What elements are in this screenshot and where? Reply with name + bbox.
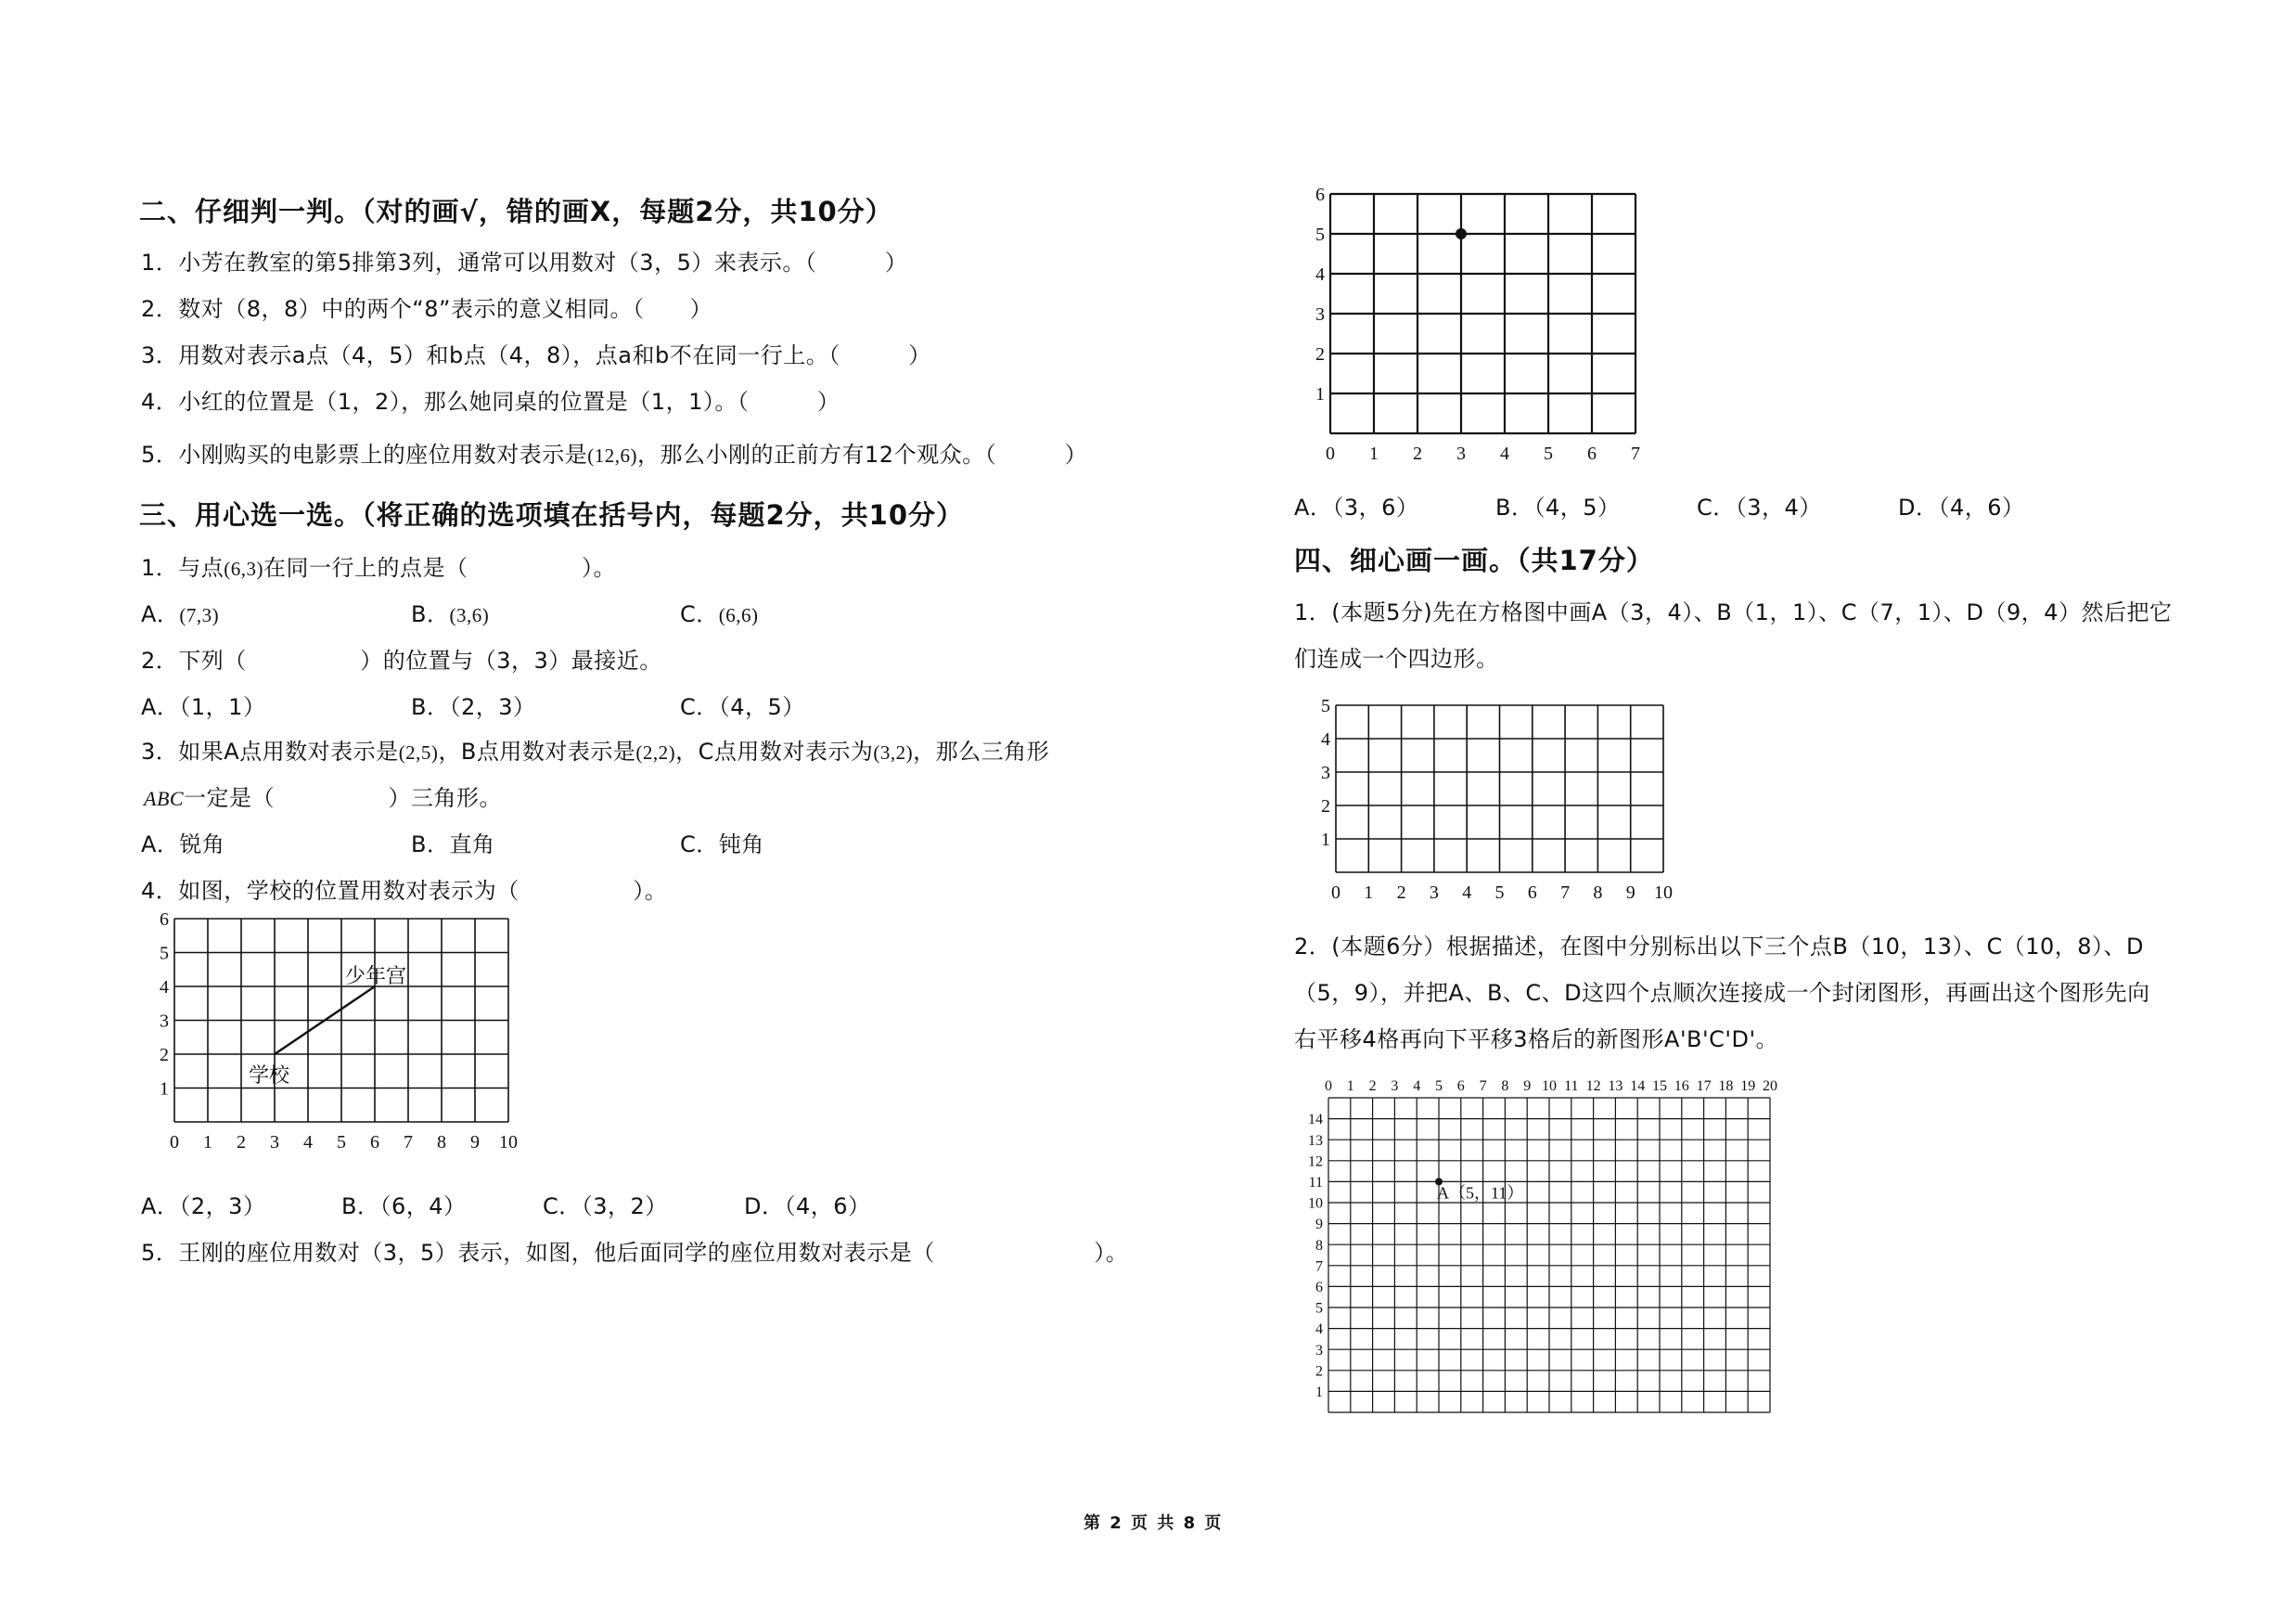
s3-q5-option-b: B．（4，5） xyxy=(1495,495,1621,521)
x-tick-label: 1 xyxy=(1364,882,1374,903)
x-tick-label: 7 xyxy=(404,1132,413,1153)
x-tick-label: 14 xyxy=(1630,1078,1646,1094)
x-tick-label: 3 xyxy=(1391,1078,1399,1094)
x-tick-label: 2 xyxy=(1396,882,1406,903)
y-tick-label: 1 xyxy=(1321,830,1330,850)
s3-question-1 xyxy=(141,549,616,582)
y-tick-label: 6 xyxy=(160,909,169,930)
x-tick-label: 13 xyxy=(1608,1078,1623,1094)
s4-question-2-line-3: 右平移4格再向下平移3格后的新图形A'B'C'D'。 xyxy=(1294,1026,1779,1052)
y-tick-label: 14 xyxy=(1308,1112,1323,1128)
y-tick-label: 2 xyxy=(1321,796,1330,817)
s3-question-5: 5．王刚的座位用数对（3，5）表示，如图，他后面同学的座位用数对表示是（ ）。 xyxy=(141,1240,1129,1266)
y-tick-label: 5 xyxy=(1315,1300,1323,1317)
s3-q1-a-label: A． xyxy=(141,601,180,627)
s3-q1-option-c xyxy=(680,596,759,628)
y-tick-label: 6 xyxy=(1315,185,1325,205)
s3-q3-text-a: 3．如果A点用数对表示是 xyxy=(141,739,399,765)
point-label: A（5，11） xyxy=(1437,1183,1524,1203)
x-tick-label: 1 xyxy=(1369,444,1379,464)
x-tick-label: 4 xyxy=(1413,1078,1421,1094)
s3-q5-option-a: A．（3，6） xyxy=(1294,495,1419,521)
s3-q1-option-a xyxy=(141,596,219,628)
s3-q3-math-2: (2,2) xyxy=(635,741,676,764)
y-tick-label: 1 xyxy=(1315,1385,1323,1400)
s3-q1-text-a: 1．与点 xyxy=(141,555,224,581)
x-tick-label: 6 xyxy=(1456,1078,1465,1094)
s3-q2-option-a: A．（1，1） xyxy=(141,694,266,720)
section-3-heading: 三、用心选一选。（将正确的选项填在括号内，每题2分，共10分） xyxy=(139,499,965,531)
s4-question-1: 1．(本题5分)先在方格图中画A（3，4）、B（1，1）、C（7，1）、D（9，4）然后把它 xyxy=(1294,599,2173,625)
section-4-heading: 四、细心画一画。（共17分） xyxy=(1294,545,1654,576)
s2-q5-text-b: ，那么小刚的正前方有12个观众。（ ） xyxy=(637,442,1088,468)
y-tick-label: 12 xyxy=(1308,1153,1323,1170)
s3-q3-text-e: 一定是（ ）三角形。 xyxy=(184,785,503,811)
x-tick-label: 4 xyxy=(1462,882,1472,903)
s3-q1-a-math: (7,3) xyxy=(179,604,220,626)
x-tick-label: 15 xyxy=(1652,1078,1667,1094)
s2-question-3: 3．用数对表示a点（4，5）和b点（4，8），点a和b不在同一行上。（ ） xyxy=(141,342,931,368)
x-tick-label: 8 xyxy=(437,1132,446,1153)
x-tick-label: 4 xyxy=(1500,444,1509,464)
x-tick-label: 8 xyxy=(1501,1078,1509,1094)
x-tick-label: 3 xyxy=(270,1132,279,1153)
y-tick-label: 9 xyxy=(1315,1217,1323,1233)
x-tick-label: 1 xyxy=(203,1132,212,1153)
school-grid-chart xyxy=(148,909,538,1160)
s3-q5-option-d: D．（4，6） xyxy=(1898,495,2025,521)
x-tick-label: 5 xyxy=(337,1132,346,1153)
x-tick-label: 1 xyxy=(1346,1078,1354,1094)
s4-question-2-line-2: （5，9），并把A、B、C、D这四个点顺次连接成一个封闭图形，再画出这个图形先向 xyxy=(1294,980,2150,1006)
s3-q3-text-c: ，C点用数对表示为 xyxy=(675,739,874,765)
s3-q3-text-d: ，那么三角形 xyxy=(913,739,1050,765)
s2-question-5 xyxy=(141,436,1087,469)
x-tick-label: 2 xyxy=(237,1132,246,1153)
y-tick-label: 3 xyxy=(1315,1342,1323,1359)
y-tick-label: 2 xyxy=(1315,344,1325,365)
s3-q3-math-3: (3,2) xyxy=(873,741,914,764)
y-tick-label: 1 xyxy=(1315,384,1325,405)
x-tick-label: 9 xyxy=(470,1132,480,1153)
s3-q3-abc: ABC xyxy=(144,787,185,810)
s3-q3-option-a: A．锐角 xyxy=(141,831,225,857)
x-tick-label: 5 xyxy=(1544,444,1553,464)
x-tick-label: 16 xyxy=(1674,1078,1689,1094)
x-tick-label: 3 xyxy=(1456,444,1466,464)
y-tick-label: 8 xyxy=(1315,1237,1323,1254)
s2-q5-text-a: 5．小刚购买的电影票上的座位用数对表示是 xyxy=(141,442,588,468)
point-label: 少年宫 xyxy=(345,964,407,987)
x-tick-label: 10 xyxy=(499,1132,518,1153)
s2-question-2: 2．数对（8，8）中的两个“8”表示的意义相同。（ ） xyxy=(141,296,712,322)
s2-q5-math: (12,6) xyxy=(587,444,638,467)
y-tick-label: 4 xyxy=(1315,264,1325,285)
x-tick-label: 0 xyxy=(170,1132,179,1153)
x-tick-label: 11 xyxy=(1564,1078,1579,1094)
x-tick-label: 10 xyxy=(1654,882,1673,903)
s3-q1-b-math: (3,6) xyxy=(449,604,490,626)
s3-q4-option-d: D．（4，6） xyxy=(744,1193,871,1219)
x-tick-label: 6 xyxy=(370,1132,379,1153)
x-tick-label: 19 xyxy=(1740,1078,1756,1094)
y-tick-label: 2 xyxy=(1315,1363,1323,1380)
s3-q1-c-label: C． xyxy=(680,601,719,627)
y-tick-label: 13 xyxy=(1308,1132,1323,1149)
s3-q2-option-c: C．（4，5） xyxy=(680,694,805,720)
y-tick-label: 1 xyxy=(160,1078,169,1100)
y-tick-label: 7 xyxy=(1315,1258,1323,1275)
s4-question-2: 2．(本题6分）根据描述，在图中分别标出以下三个点B（10，13）、C（10，8）、D xyxy=(1294,934,2144,960)
x-tick-label: 7 xyxy=(1560,882,1571,903)
s3-question-3-line-2 xyxy=(144,779,502,812)
y-tick-label: 6 xyxy=(1315,1280,1323,1295)
x-tick-label: 6 xyxy=(1527,882,1537,903)
quadrilateral-grid-chart xyxy=(1308,691,1688,903)
y-tick-label: 3 xyxy=(1315,304,1325,325)
s3-q1-c-math: (6,6) xyxy=(718,604,759,626)
s3-q4-option-b: B．（6，4） xyxy=(341,1193,467,1219)
y-tick-label: 10 xyxy=(1308,1195,1323,1212)
x-tick-label: 20 xyxy=(1763,1078,1777,1094)
x-tick-label: 7 xyxy=(1479,1078,1487,1094)
s3-q1-math: (6,3) xyxy=(224,558,264,580)
x-tick-label: 10 xyxy=(1542,1078,1557,1094)
x-tick-label: 2 xyxy=(1413,444,1422,464)
x-tick-label: 12 xyxy=(1585,1078,1601,1094)
y-tick-label: 4 xyxy=(160,977,169,998)
s3-question-3 xyxy=(141,733,1049,766)
translation-grid-chart xyxy=(1299,1072,1800,1400)
x-tick-label: 5 xyxy=(1494,882,1505,903)
x-tick-label: 9 xyxy=(1625,882,1635,903)
x-tick-label: 6 xyxy=(1587,444,1597,464)
s3-q3-text-b: ，B点用数对表示是 xyxy=(438,739,636,765)
page-footer: 第 2 页 共 8 页 xyxy=(1084,1514,1224,1533)
s3-q1-option-b xyxy=(411,596,489,628)
y-tick-label: 11 xyxy=(1308,1175,1323,1191)
s2-question-1: 1．小芳在教室的第5排第3列，通常可以用数对（3，5）来表示。（ ） xyxy=(141,250,908,276)
s3-q4-option-c: C．（3，2） xyxy=(543,1193,668,1219)
x-tick-label: 5 xyxy=(1435,1078,1443,1094)
x-tick-label: 2 xyxy=(1368,1078,1377,1094)
y-tick-label: 5 xyxy=(1315,225,1325,245)
s3-question-2: 2．下列（ ）的位置与（3，3）最接近。 xyxy=(141,648,662,674)
s4-question-1-line-2: 们连成一个四边形。 xyxy=(1294,646,1499,672)
s3-q3-option-b: B．直角 xyxy=(411,831,495,857)
point-label: 学校 xyxy=(249,1063,290,1087)
s3-q1-text-b: 在同一行上的点是（ ）。 xyxy=(263,555,617,581)
seat-grid-chart xyxy=(1299,181,1651,469)
x-tick-label: 18 xyxy=(1718,1078,1734,1094)
s3-q4-option-a: A．（2，3） xyxy=(141,1193,266,1219)
s3-q1-b-label: B． xyxy=(411,601,450,627)
x-tick-label: 8 xyxy=(1593,882,1603,903)
y-tick-label: 5 xyxy=(1321,696,1330,716)
section-2-heading: 二、仔细判一判。（对的画√，错的画X，每题2分，共10分） xyxy=(139,196,893,227)
s3-q3-option-c: C．钝角 xyxy=(680,831,764,857)
y-tick-label: 4 xyxy=(1321,729,1330,750)
x-tick-label: 4 xyxy=(303,1132,313,1153)
x-tick-label: 7 xyxy=(1631,444,1640,464)
s2-question-4: 4．小红的位置是（1，2），那么她同桌的位置是（1，1）。（ ） xyxy=(141,389,840,415)
x-tick-label: 0 xyxy=(1331,882,1340,903)
s3-question-4: 4．如图，学校的位置用数对表示为（ ）。 xyxy=(141,878,668,904)
y-tick-label: 3 xyxy=(1321,763,1330,783)
data-point xyxy=(1456,228,1467,239)
x-tick-label: 0 xyxy=(1326,444,1335,464)
s3-q2-option-b: B．（2，3） xyxy=(411,694,536,720)
s3-q5-option-c: C．（3，4） xyxy=(1697,495,1822,521)
x-tick-label: 0 xyxy=(1325,1078,1332,1094)
s3-q3-math-1: (2,5) xyxy=(398,741,439,764)
x-tick-label: 9 xyxy=(1523,1078,1532,1094)
y-tick-label: 3 xyxy=(160,1011,169,1032)
y-tick-label: 2 xyxy=(160,1045,169,1065)
y-tick-label: 4 xyxy=(1315,1321,1323,1338)
x-tick-label: 17 xyxy=(1696,1078,1712,1094)
y-tick-label: 5 xyxy=(160,943,169,964)
x-tick-label: 3 xyxy=(1429,882,1439,903)
